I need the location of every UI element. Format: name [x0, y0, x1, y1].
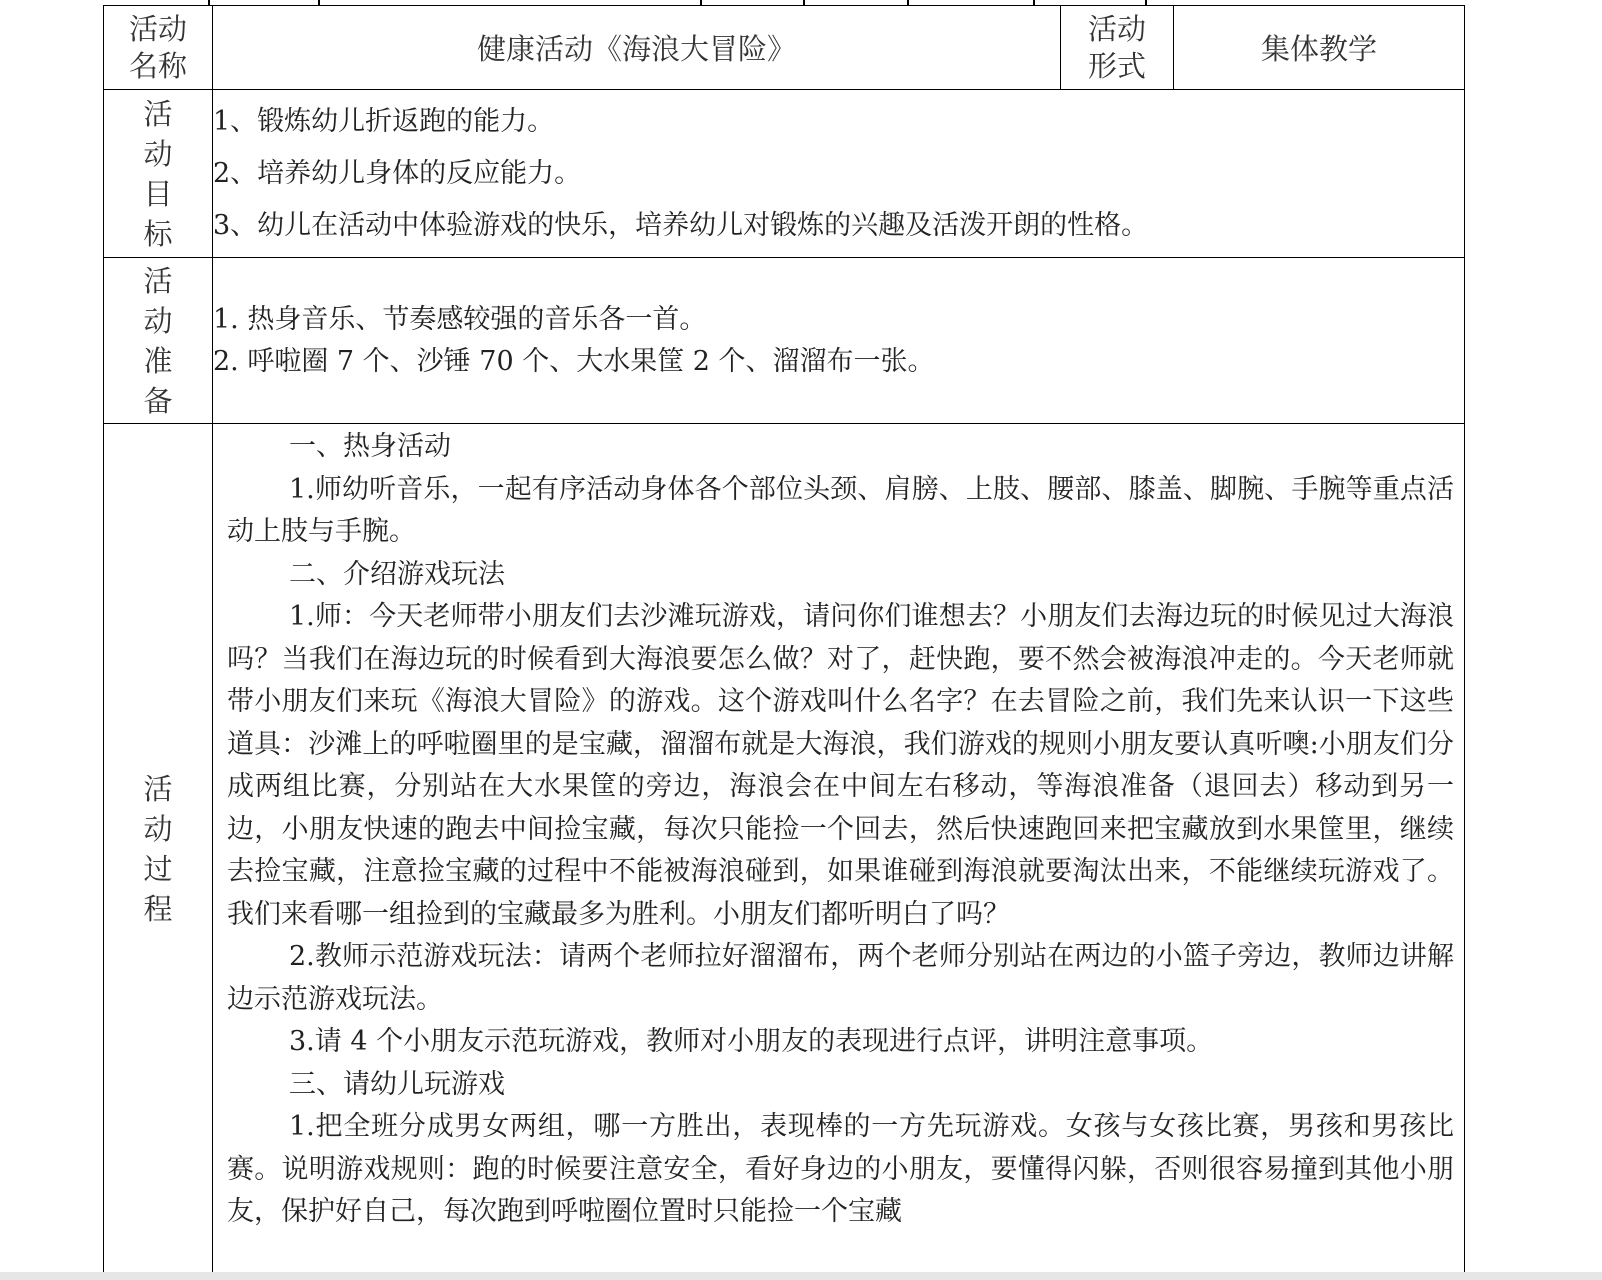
activity-form-label: 活动形式 — [1087, 11, 1146, 83]
process-paragraph: 3.请 4 个小朋友示范玩游戏，教师对小朋友的表现进行点评，讲明注意事项。 — [289, 1026, 1214, 1057]
goal-item: 1、锻炼幼儿折返跑的能力。 — [213, 105, 555, 137]
activity-form-label-cell — [1061, 6, 1174, 90]
process-heading: 一、热身活动 — [289, 431, 451, 462]
process-heading: 二、介绍游戏玩法 — [289, 558, 505, 590]
process-label-cell — [104, 424, 213, 1274]
prep-row — [104, 258, 1465, 424]
process-row — [104, 424, 1465, 1274]
prep-item: 2. 呼啦圈 7 个、沙锤 70 个、大水果筐 2 个、溜溜布一张。 — [213, 345, 935, 377]
process-label: 活动过程 — [143, 771, 173, 926]
prep-label: 活动准备 — [143, 263, 173, 418]
process-cell — [213, 424, 1465, 1274]
goals-cell — [213, 90, 1465, 258]
goals-label-cell — [104, 90, 213, 258]
prep-label-cell — [104, 258, 213, 424]
process-heading: 三、请幼儿玩游戏 — [289, 1068, 505, 1100]
goals-label: 活动目标 — [143, 96, 173, 251]
goal-item: 3、幼儿在活动中体验游戏的快乐，培养幼儿对锻炼的兴趣及活泼开朗的性格。 — [213, 209, 1149, 241]
process-paragraph: 1.把全班分成男女两组，哪一方胜出，表现棒的一方先玩游戏。女孩与女孩比赛，男孩和男孩比赛。说明游戏规则：跑的时候要注意安全，看好身边的小朋友，要懂得闪躲，否则很容易撞到其他小朋友，保护好自己，每次跑到呼啦圈位置时只能捡一个宝藏 — [227, 1111, 1454, 1227]
viewer-bottom-edge — [0, 1272, 1602, 1280]
goal-item: 2、培养幼儿身体的反应能力。 — [213, 157, 582, 189]
process-paragraph: 1.师：今天老师带小朋友们去沙滩玩游戏，请问你们谁想去？小朋友们去海边玩的时候见过大海浪吗？当我们在海边玩的时候看到大海浪要怎么做？对了，赶快跑，要不然会被海浪冲走的。今天老师就带小朋友们来玩《海浪大冒险》的游戏。这个游戏叫什么名字？在去冒险之前，我们先来认识一下这些道具：沙滩上的呼啦圈里的是宝藏，溜溜布就是大海浪，我们游戏的规则小朋友要认真听噢:小朋友们分成两组比赛，分别站在大水果筐的旁边，海浪会在中间左右移动，等海浪准备（退回去）移动到另一边，小朋友快速的跑去中间捡宝藏，每次只能捡一个回去，然后快速跑回来把宝藏放到水果筐里，继续去捡宝藏，注意捡宝藏的过程中不能被海浪碰到，如果谁碰到海浪就要淘汰出来，不能继续玩游戏了。我们来看哪一组捡到的宝藏最多为胜利。小朋友们都听明白了吗？ — [227, 601, 1454, 930]
goals-row — [104, 90, 1465, 258]
prep-cell — [213, 258, 1465, 424]
activity-name-row — [104, 6, 1465, 90]
activity-name-cell — [213, 6, 1061, 90]
activity-name-label-cell — [104, 6, 213, 90]
process-paragraph: 1.师幼听音乐，一起有序活动身体各个部位头颈、肩膀、上肢、腰部、膝盖、脚腕、手腕等重点活动上肢与手腕。 — [227, 473, 1454, 547]
process-paragraph: 2.教师示范游戏玩法：请两个老师拉好溜溜布，两个老师分别站在两边的小篮子旁边，教师边讲解边示范游戏玩法。 — [227, 941, 1454, 1015]
activity-form: 集体教学 — [1260, 32, 1377, 66]
activity-name-label: 活动名称 — [128, 11, 187, 83]
activity-form-cell — [1174, 6, 1465, 90]
prep-item: 1. 热身音乐、节奏感较强的音乐各一首。 — [213, 303, 707, 335]
activity-name: 健康活动《海浪大冒险》 — [476, 32, 796, 66]
lesson-plan-table — [103, 5, 1465, 1274]
